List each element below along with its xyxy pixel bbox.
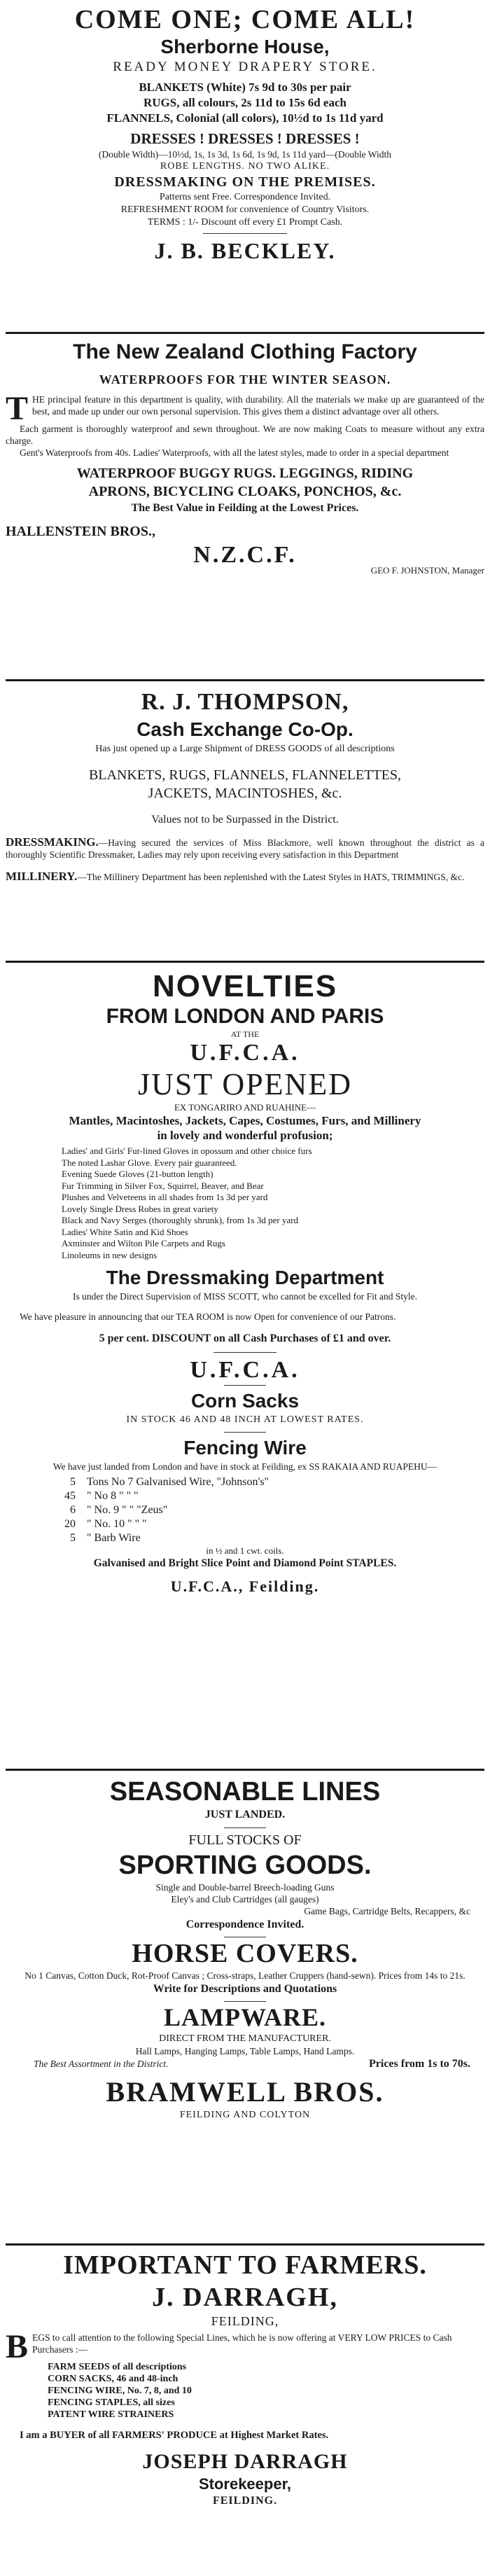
manager-name: GEO F. JOHNSTON, Manager (370, 565, 484, 576)
list-item: Black and Navy Serges (thoroughly shrunk), from 1s 3d per yard (62, 1215, 299, 1225)
list-item: FENCING STAPLES, all sizes (48, 2397, 175, 2408)
thompson-goods1: BLANKETS, RUGS, FLANNELS, FLANNELETTES, (88, 767, 402, 783)
lamp-prices: Prices from 1s to 70s. (369, 2058, 470, 2070)
thompson-business: Cash Exchange Co-Op. (136, 718, 354, 740)
wire-qty: 45 (64, 1490, 76, 1502)
darragh-intro-block (6, 2328, 484, 2365)
list-item: Evening Suede Gloves (21-button length) (62, 1169, 214, 1179)
darragh-lines (48, 2361, 484, 2421)
lamps-text: Hall Lamps, Hanging Lamps, Table Lamps, Hand Lamps. (135, 2046, 355, 2056)
horse-covers: HORSE COVERS. (132, 1939, 358, 1968)
rugs-line: RUGS, all colours, 2s 11d to 15s 6d each (144, 96, 346, 109)
ufca-title: U.F.C.A. (190, 1040, 300, 1066)
fencing-wire-head: Fencing Wire (183, 1437, 307, 1458)
at-the: AT THE (230, 1029, 260, 1039)
wire-desc: " Barb Wire (87, 1532, 141, 1544)
just-landed: JUST LANDED. (204, 1809, 286, 1820)
wire-qty: 6 (70, 1504, 76, 1516)
robe-lengths: ROBE LENGTHS. NO TWO ALIKE. (160, 161, 330, 172)
rule (6, 2243, 484, 2246)
nzcf-title: The New Zealand Clothing Factory (73, 340, 417, 363)
wire-table (48, 1475, 484, 1545)
buggy-line1: WATERPROOF BUGGY RUGS. LEGGINGS, RIDING (76, 466, 414, 481)
list-item: PATENT WIRE STRAINERS (48, 2409, 174, 2420)
rule (6, 679, 484, 681)
store-type: READY MONEY DRAPERY STORE. (113, 60, 377, 74)
tea-room-text: We have pleasure in announcing that our TEA ROOM is now Open for convenience of our Patrons. (20, 1311, 396, 1322)
thompson-advert (6, 688, 484, 883)
terms-text: TERMS : 1/- Discount off every £1 Prompt Cash. (147, 217, 343, 228)
nzcf-advert (6, 339, 484, 576)
wire-row (48, 1531, 484, 1545)
list-item: Lovely Single Dress Robes in great variety (62, 1203, 218, 1214)
nzcf-subtitle: WATERPROOFS FOR THE WINTER SEASON. (99, 373, 391, 387)
lamp-price-row (6, 2057, 484, 2071)
wire-row (48, 1489, 484, 1503)
nzcf-para3: Gent's Waterproofs from 40s. Ladies' Waterproofs, with all the latest styles, made to order in a special department (20, 447, 449, 458)
ufca-advert (6, 969, 484, 1597)
wire-desc: " No 8 " " " (87, 1490, 139, 1502)
novelties-head: NOVELTIES (152, 969, 338, 1003)
corn-sacks-head: Corn Sacks (190, 1390, 300, 1412)
list-item: Plushes and Velveteens in all shades from 1s 3d per yard (62, 1192, 268, 1202)
lampware: LAMPWARE. (164, 2003, 326, 2031)
darragh-town2: FEILDING. (212, 2495, 278, 2507)
divider (214, 1352, 276, 1353)
sherborne-advert (6, 4, 484, 265)
thompson-millinery (6, 870, 484, 883)
canvas-text: No 1 Canvas, Cotton Duck, Rot-Proof Canvas ; Cross-straps, Leather Cruppers (hand-sewn). Prices from 14s to 21s. (24, 1970, 465, 1981)
list-item: Linoleums in new designs (62, 1249, 158, 1260)
list-item: Ladies' and Girls' Fur-lined Gloves in opossum and other choice furs (62, 1146, 312, 1156)
sherborne-headline: COME ONE; COME ALL! (74, 5, 416, 34)
list-item: Fur Trimming in Silver Fox, Squirrel, Beaver, and Bear (62, 1180, 264, 1191)
nzcf-mark: N.Z.C.F. (193, 542, 297, 568)
list-item: FARM SEEDS of all descriptions (48, 2362, 187, 2372)
list-item: The noted Lashar Glove. Every pair guaranteed. (62, 1157, 237, 1168)
ufca-dressmaking-head: The Dressmaking Department (106, 1267, 384, 1288)
cash-discount: 5 per cent. DISCOUNT on all Cash Purchases of £1 and over. (99, 1332, 391, 1344)
ufca-feilding: U.F.C.A., Feilding. (170, 1578, 320, 1595)
dressmaking-premises: DRESSMAKING ON THE PREMISES. (114, 174, 376, 190)
divider (224, 1385, 266, 1386)
drop-cap: T (6, 390, 29, 427)
thompson-name: R. J. THOMPSON, (141, 689, 349, 715)
best-assortment: The Best Assortment in the District. (34, 2059, 169, 2069)
proprietor-name: J. B. BECKLEY. (154, 238, 336, 263)
nzcf-para2: Each garment is thoroughly waterproof and sewn throughout. We are now making Coats to measure without any extra charge. (6, 424, 484, 446)
thompson-values: Values not to be Surpassed in the District. (151, 814, 339, 826)
nzcf-body (6, 390, 484, 427)
divider (224, 1432, 266, 1433)
divider (203, 233, 287, 234)
ufca-mid-title: U.F.C.A. (190, 1357, 300, 1383)
buggy-line2: APRONS, BICYCLING CLOAKS, PONCHOS, &c. (88, 484, 402, 499)
list-item: FENCING WIRE, No. 7, 8, and 10 (48, 2386, 192, 2396)
thompson-opened: Has just opened up a Large Shipment of DRESS GOODS of all descriptions (95, 744, 395, 754)
dressmaking-text: —Having secured the services of Miss Blackmore, well known throughout the district as a thoroughly Scientific Dressmaker, Ladies may rely upon receiving every satisfaction in this Department (6, 837, 484, 860)
list-item: Axminster and Wilton Pile Carpets and Rugs (62, 1238, 225, 1248)
buyer-text: I am a BUYER of all FARMERS' PRODUCE at Highest Market Rates. (20, 2430, 329, 2441)
ufca-item-list (62, 1146, 484, 1261)
just-opened: JUST OPENED (137, 1067, 352, 1101)
best-value: The Best Value in Feilding at the Lowest Prices. (131, 502, 359, 514)
darragh-advert (6, 2249, 484, 2508)
dresses-head: DRESSES ! DRESSES ! DRESSES ! (130, 130, 360, 147)
coils-text: in ½ and 1 cwt. coils. (206, 1545, 284, 1556)
bramwell-advert (6, 1776, 484, 2122)
important-to-farmers: IMPORTANT TO FARMERS. (63, 2250, 427, 2280)
wire-desc: " No. 9 " " "Zeus" (87, 1504, 168, 1516)
millinery-label: MILLINERY. (6, 870, 78, 883)
mantles-line1: Mantles, Macintoshes, Jackets, Capes, Costumes, Furs, and Millinery (69, 1114, 421, 1127)
thompson-goods2: JACKETS, MACINTOSHES, &c. (148, 786, 342, 801)
staples-text: Galvanised and Bright Slice Point and Diamond Point STAPLES. (93, 1557, 397, 1569)
wire-qty: 5 (70, 1532, 76, 1544)
wire-qty: 20 (64, 1518, 76, 1530)
hallenstein: HALLENSTEIN BROS., (6, 524, 155, 539)
sporting-goods: SPORTING GOODS. (118, 1851, 372, 1880)
direct-text: DIRECT FROM THE MANUFACTURER. (159, 2033, 331, 2044)
guns-text: Single and Double-barrel Breech-loading Guns (155, 1882, 335, 1893)
patterns-text: Patterns sent Free. Correspondence Invited. (159, 192, 331, 202)
darragh-town: FEILDING, (211, 2314, 279, 2328)
thompson-dressmaking (6, 836, 484, 861)
wire-qty: 5 (70, 1476, 76, 1488)
cartridges-text: Eley's and Club Cartridges (all gauges) (171, 1894, 319, 1905)
bramwell-name: BRAMWELL BROS. (106, 2076, 384, 2108)
wire-desc: Tons No 7 Galvanised Wire, "Johnson's" (87, 1476, 270, 1488)
darragh-intro: EGS to call attention to the following Special Lines, which he is now offering at VERY LOW PRICES to Cash Purchasers :— (32, 2332, 452, 2355)
refreshment-text: REFRESHMENT ROOM for convenience of Country Visitors. (120, 204, 370, 215)
full-stocks: FULL STOCKS OF (188, 1832, 302, 1848)
darragh-role: Storekeeper, (198, 2475, 292, 2493)
darragh-full-name: JOSEPH DARRAGH (142, 2450, 348, 2473)
corn-sacks-text: IN STOCK 46 AND 48 INCH AT LOWEST RATES. (126, 1414, 364, 1425)
store-name: Sherborne House, (160, 36, 330, 57)
wire-row (48, 1475, 484, 1489)
rule (6, 961, 484, 963)
mantles-line2: in lovely and wonderful profusion; (157, 1129, 333, 1142)
ufca-dressmaking-text: Is under the Direct Supervision of MISS SCOTT, who cannot be excelled for Fit and Style. (72, 1291, 418, 1302)
correspondence: Correspondence Invited. (186, 1919, 304, 1930)
millinery-text: —The Millinery Department has been replenished with the Latest Styles in HATS, TRIMMINGS, &c. (77, 872, 465, 882)
blankets-line: BLANKETS (White) 7s 9d to 30s per pair (139, 81, 351, 94)
list-item: Ladies' White Satin and Kid Shoes (62, 1226, 188, 1237)
darragh-name: J. DARRAGH, (152, 2283, 338, 2312)
dressmaking-label: DRESSMAKING. (6, 835, 99, 849)
game-bags-text: Game Bags, Cartridge Belts, Recappers, &c (304, 1906, 470, 1916)
wire-row (48, 1503, 484, 1517)
ship-names: EX TONGARIRO AND RUAHINE— (174, 1102, 316, 1113)
wire-row (48, 1517, 484, 1531)
list-item: CORN SACKS, 46 and 48-inch (48, 2374, 178, 2384)
drop-cap: B (6, 2328, 29, 2365)
dresses-detail: (Double Width)—10½d, 1s, 1s 3d, 1s 6d, 1s 9d, 1s 11d yard—(Double Width (99, 149, 391, 160)
divider (224, 1827, 266, 1828)
wire-desc: " No. 10 " " " (87, 1518, 147, 1530)
flannels-line: FLANNELS, Colonial (all colors), 10½d to 1s 11d yard (106, 111, 384, 125)
seasonable-lines: SEASONABLE LINES (109, 1777, 381, 1806)
rule (6, 1769, 484, 1771)
bramwell-towns: FEILDING AND COLYTON (179, 2110, 311, 2120)
nzcf-para1: HE principal feature in this department is quality, with durability. All the materials we make up are guaranteed of the best, and made up under our own personal supervision. This gives them a distinct advantage over all others. (32, 394, 484, 417)
from-london-paris: FROM LONDON AND PARIS (106, 1005, 384, 1028)
fencing-intro: We have just landed from London and have in stock at Feilding, ex SS RAKAIA AND RUAPEHU— (52, 1461, 438, 1472)
write-text: Write for Descriptions and Quotations (153, 1983, 337, 1995)
rule (6, 332, 484, 334)
